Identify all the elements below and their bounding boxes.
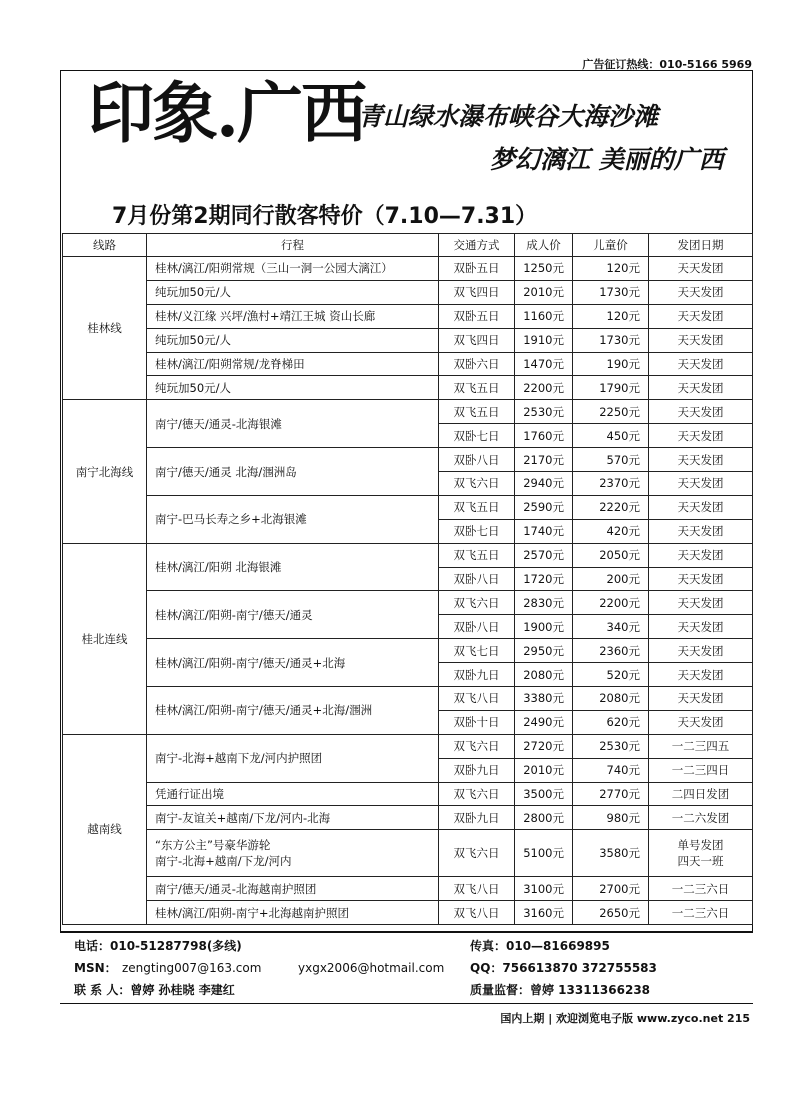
child-price: 2200元 xyxy=(573,591,649,615)
table-row xyxy=(63,543,753,567)
table-row xyxy=(63,328,753,352)
adult-price: 2530元 xyxy=(515,400,573,424)
departure: 一二六发团 xyxy=(649,806,753,830)
departure: 天天发团 xyxy=(649,710,753,734)
child-price: 620元 xyxy=(573,710,649,734)
qq: QQ：756613870 372755583 xyxy=(470,961,657,975)
slogan-line-1: 青山绿水瀑布峡谷大海沙滩 xyxy=(358,102,659,131)
transport: 双卧八日 xyxy=(439,615,515,639)
transport: 双卧五日 xyxy=(439,257,515,281)
table-row xyxy=(63,304,753,328)
route: 桂林/漓江/阳朔-南宁/德天/通灵 xyxy=(147,591,439,639)
transport: 双卧九日 xyxy=(439,806,515,830)
transport: 双飞四日 xyxy=(439,280,515,304)
adult-price: 3160元 xyxy=(515,901,573,925)
departure: 天天发团 xyxy=(649,472,753,496)
adult-price: 2170元 xyxy=(515,448,573,472)
adult-price: 1760元 xyxy=(515,424,573,448)
route xyxy=(147,830,439,877)
route: 南宁-友谊关+越南/下龙/河内-北海 xyxy=(147,806,439,830)
adult-price: 1470元 xyxy=(515,352,573,376)
transport: 双飞七日 xyxy=(439,639,515,663)
departure: 天天发团 xyxy=(649,543,753,567)
transport: 双飞五日 xyxy=(439,543,515,567)
child-price: 570元 xyxy=(573,448,649,472)
contact: 联 系 人：曾婷 孙桂晓 李建红 xyxy=(74,983,235,997)
transport: 双飞六日 xyxy=(439,591,515,615)
departure: 天天发团 xyxy=(649,567,753,591)
child-price: 2700元 xyxy=(573,877,649,901)
route-line-2: 南宁-北海+越南/下龙/河内 xyxy=(155,854,292,869)
table-row xyxy=(63,591,753,615)
table-row xyxy=(63,687,753,711)
subtitle: 7月份第2期同行散客特价（7.10—7.31） xyxy=(112,204,538,229)
table-row xyxy=(63,495,753,519)
child-price: 2650元 xyxy=(573,901,649,925)
child-price: 190元 xyxy=(573,352,649,376)
table-row xyxy=(63,830,753,877)
adult-price: 2940元 xyxy=(515,472,573,496)
departure: 天天发团 xyxy=(649,280,753,304)
route: 桂林/漓江/阳朔-南宁/德天/通灵+北海 xyxy=(147,639,439,687)
departure: 一二三六日 xyxy=(649,901,753,925)
msn-label: MSN： xyxy=(74,961,117,975)
child-price: 2250元 xyxy=(573,400,649,424)
route: 南宁/德天/通灵-北海银滩 xyxy=(147,400,439,448)
child-price: 980元 xyxy=(573,806,649,830)
transport: 双卧九日 xyxy=(439,663,515,687)
column-header: 发团日期 xyxy=(649,234,753,257)
transport: 双卧七日 xyxy=(439,519,515,543)
fax: 传真：010—81669895 xyxy=(470,939,610,953)
route: 桂林/漓江/阳朔-南宁/德天/通灵+北海/涠洲 xyxy=(147,687,439,735)
child-price: 2530元 xyxy=(573,734,649,758)
route: 凭通行证出境 xyxy=(147,782,439,806)
line-name: 桂北连线 xyxy=(63,543,147,734)
transport: 双卧八日 xyxy=(439,448,515,472)
departure: 天天发团 xyxy=(649,328,753,352)
adult-price: 2080元 xyxy=(515,663,573,687)
transport: 双飞四日 xyxy=(439,328,515,352)
adult-price: 2830元 xyxy=(515,591,573,615)
child-price: 2360元 xyxy=(573,639,649,663)
transport: 双飞六日 xyxy=(439,782,515,806)
table-row xyxy=(63,806,753,830)
adult-price: 2010元 xyxy=(515,758,573,782)
departure: 天天发团 xyxy=(649,400,753,424)
departure: 天天发团 xyxy=(649,352,753,376)
transport: 双卧十日 xyxy=(439,710,515,734)
table-row xyxy=(63,376,753,400)
adult-price: 3380元 xyxy=(515,687,573,711)
route: 桂林/漓江/阳朔 北海银滩 xyxy=(147,543,439,591)
departure: 天天发团 xyxy=(649,663,753,687)
departure: 一二三四日 xyxy=(649,758,753,782)
departure: 一二三四五 xyxy=(649,734,753,758)
departure-line-1: 单号发团 xyxy=(677,838,724,853)
departure: 天天发团 xyxy=(649,687,753,711)
transport: 双飞五日 xyxy=(439,495,515,519)
route-line-1: “东方公主”号豪华游轮 xyxy=(155,838,271,853)
departure: 天天发团 xyxy=(649,376,753,400)
adult-price: 5100元 xyxy=(515,830,573,877)
transport: 双飞六日 xyxy=(439,472,515,496)
adult-price: 2570元 xyxy=(515,543,573,567)
adult-price: 2010元 xyxy=(515,280,573,304)
line-name: 南宁北海线 xyxy=(63,400,147,543)
msn-1: zengting007@163.com xyxy=(122,961,262,975)
footer-rule xyxy=(60,932,753,933)
transport: 双卧五日 xyxy=(439,304,515,328)
departure: 天天发团 xyxy=(649,495,753,519)
column-header: 儿童价 xyxy=(573,234,649,257)
route: 纯玩加50元/人 xyxy=(147,328,439,352)
table-row xyxy=(63,639,753,663)
child-price: 120元 xyxy=(573,304,649,328)
adult-price: 1910元 xyxy=(515,328,573,352)
child-price: 2770元 xyxy=(573,782,649,806)
child-price: 2220元 xyxy=(573,495,649,519)
price-table xyxy=(62,233,753,925)
route: 桂林/漓江/阳朔-南宁+北海越南护照团 xyxy=(147,901,439,925)
table-row xyxy=(63,734,753,758)
adult-price: 3100元 xyxy=(515,877,573,901)
child-price: 1730元 xyxy=(573,328,649,352)
transport: 双飞八日 xyxy=(439,901,515,925)
table-row xyxy=(63,901,753,925)
ad-hotline: 广告征订热线：010-5166 5969 xyxy=(582,58,752,71)
departure: 天天发团 xyxy=(649,591,753,615)
departure: 天天发团 xyxy=(649,519,753,543)
table-row xyxy=(63,877,753,901)
child-price: 520元 xyxy=(573,663,649,687)
route: 桂林/漓江/阳朔常规（三山一洞一公园大漓江） xyxy=(147,257,439,281)
departure: 二四日发团 xyxy=(649,782,753,806)
child-price: 340元 xyxy=(573,615,649,639)
route: 桂林/义江缘 兴坪/漁村+靖江王城 资山长廊 xyxy=(147,304,439,328)
transport: 双飞六日 xyxy=(439,734,515,758)
table-row xyxy=(63,448,753,472)
adult-price: 3500元 xyxy=(515,782,573,806)
child-price: 740元 xyxy=(573,758,649,782)
page-title: 印象.广西 xyxy=(88,74,365,152)
transport: 双卧八日 xyxy=(439,567,515,591)
table-row xyxy=(63,352,753,376)
departure: 天天发团 xyxy=(649,424,753,448)
child-price: 120元 xyxy=(573,257,649,281)
departure: 天天发团 xyxy=(649,304,753,328)
adult-price: 2800元 xyxy=(515,806,573,830)
table-row xyxy=(63,280,753,304)
departure: 一二三六日 xyxy=(649,877,753,901)
child-price: 2080元 xyxy=(573,687,649,711)
child-price: 2370元 xyxy=(573,472,649,496)
slogan-line-2: 梦幻漓江 美丽的广西 xyxy=(490,145,724,174)
departure: 天天发团 xyxy=(649,639,753,663)
child-price: 450元 xyxy=(573,424,649,448)
departure-line-2: 四天一班 xyxy=(677,854,724,869)
departure: 天天发团 xyxy=(649,257,753,281)
departure: 天天发团 xyxy=(649,448,753,472)
line-name: 越南线 xyxy=(63,734,147,924)
quality-supervisor: 质量监督：曾婷 13311366238 xyxy=(470,983,651,997)
adult-price: 2490元 xyxy=(515,710,573,734)
phone: 电话：010-51287798(多线) xyxy=(74,939,242,953)
child-price: 2050元 xyxy=(573,543,649,567)
route: 南宁/德天/通灵-北海越南护照团 xyxy=(147,877,439,901)
line-name: 桂林线 xyxy=(63,257,147,400)
adult-price: 1160元 xyxy=(515,304,573,328)
route: 纯玩加50元/人 xyxy=(147,376,439,400)
adult-price: 1250元 xyxy=(515,257,573,281)
adult-price: 2200元 xyxy=(515,376,573,400)
child-price: 1790元 xyxy=(573,376,649,400)
bottom-rule xyxy=(60,1003,753,1004)
transport: 双飞八日 xyxy=(439,687,515,711)
column-header: 交通方式 xyxy=(439,234,515,257)
page-footer: 国内上期 | 欢迎浏览电子版 www.zyco.net 215 xyxy=(500,1012,750,1025)
child-price: 420元 xyxy=(573,519,649,543)
adult-price: 1720元 xyxy=(515,567,573,591)
adult-price: 2950元 xyxy=(515,639,573,663)
table-row xyxy=(63,257,753,281)
adult-price: 2720元 xyxy=(515,734,573,758)
adult-price: 1900元 xyxy=(515,615,573,639)
route: 南宁/德天/通灵 北海/涠洲岛 xyxy=(147,448,439,496)
departure xyxy=(649,830,753,877)
column-header: 成人价 xyxy=(515,234,573,257)
route: 南宁-北海+越南下龙/河内护照团 xyxy=(147,734,439,782)
transport: 双飞五日 xyxy=(439,400,515,424)
route: 桂林/漓江/阳朔常规/龙脊梯田 xyxy=(147,352,439,376)
adult-price: 1740元 xyxy=(515,519,573,543)
transport: 双卧六日 xyxy=(439,352,515,376)
adult-price: 2590元 xyxy=(515,495,573,519)
msn-2: yxgx2006@hotmail.com xyxy=(298,961,445,975)
departure: 天天发团 xyxy=(649,615,753,639)
child-price: 1730元 xyxy=(573,280,649,304)
child-price: 200元 xyxy=(573,567,649,591)
column-header: 行程 xyxy=(147,234,439,257)
transport: 双飞五日 xyxy=(439,376,515,400)
transport: 双卧九日 xyxy=(439,758,515,782)
child-price: 3580元 xyxy=(573,830,649,877)
table-row xyxy=(63,782,753,806)
transport: 双飞六日 xyxy=(439,830,515,877)
column-header: 线路 xyxy=(63,234,147,257)
transport: 双卧七日 xyxy=(439,424,515,448)
table-row xyxy=(63,400,753,424)
transport: 双飞八日 xyxy=(439,877,515,901)
route: 纯玩加50元/人 xyxy=(147,280,439,304)
route: 南宁-巴马长寿之乡+北海银滩 xyxy=(147,495,439,543)
